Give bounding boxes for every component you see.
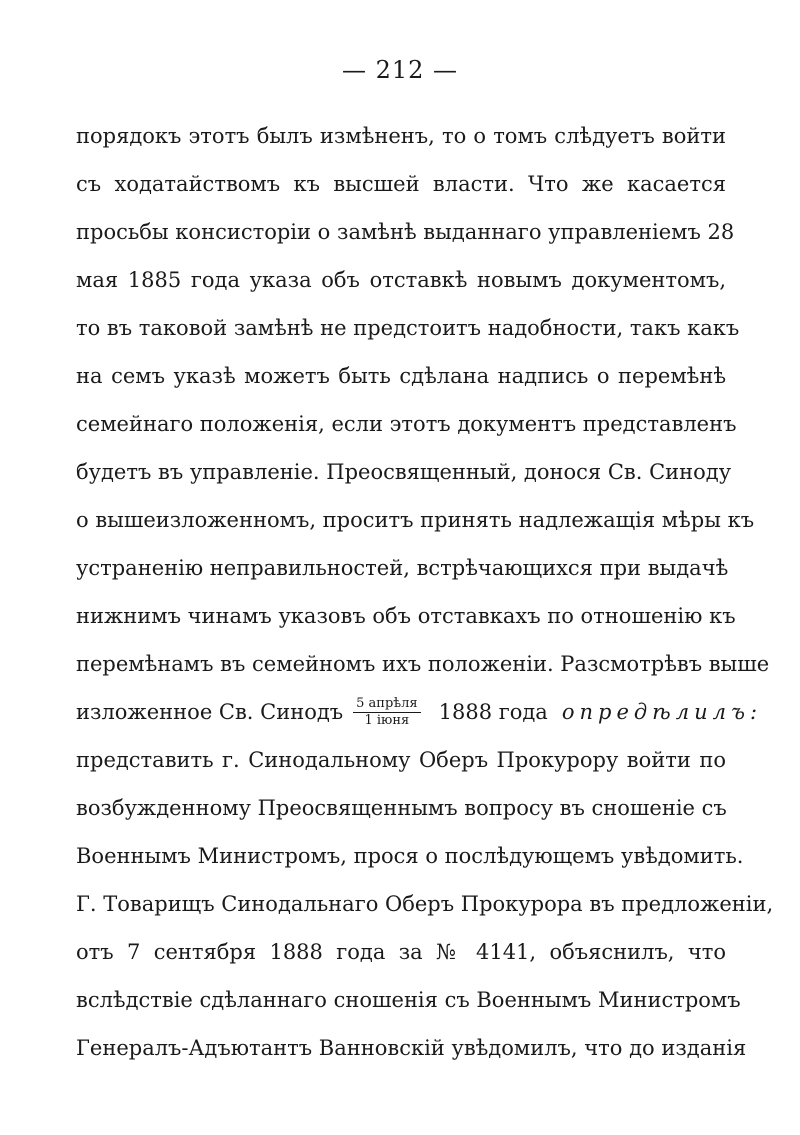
text-line: Военнымъ Министромъ, прося о послѣдующемъ увѣдомить. [76, 844, 744, 868]
text-line: о вышеизложенномъ, проситъ принять надлежащія мѣры къ [76, 508, 755, 532]
body-text [76, 112, 774, 1072]
text-line: съ ходатайствомъ къ высшей власти. Что же касается [76, 172, 726, 196]
text-line: перемѣнамъ въ семейномъ ихъ положеніи. Разсмотрѣвъ выше [76, 652, 770, 676]
text-line: Г. Товарищъ Синодальнаго Оберъ Прокурора въ предложеніи, [76, 892, 774, 916]
date-line [76, 688, 763, 736]
text-line: просьбы консисторіи о замѣнѣ выданнаго управленіемъ 28 [76, 220, 735, 244]
resolution-verb: опредѣлилъ: [561, 700, 763, 724]
text-line: отъ 7 сентября 1888 года за № 4141, объяснилъ, что [76, 940, 726, 964]
date-year: 1888 года [438, 700, 548, 724]
text-line: мая 1885 года указа объ отставкѣ новымъ документомъ, [76, 268, 726, 292]
page-number: — 212 — [341, 56, 459, 84]
date-line-lead: изложенное Св. Синодъ [76, 700, 344, 724]
text-line: Генералъ-Адъютантъ Ванновскій увѣдомилъ, что до изданія [76, 1036, 747, 1060]
date-fraction-top: 5 апрѣля [353, 697, 420, 713]
text-line: порядокъ этотъ былъ измѣненъ, то о томъ слѣдуетъ войти [76, 124, 726, 148]
text-line: будетъ въ управленіе. Преосвященный, донося Св. Синоду [76, 460, 732, 484]
text-line: вслѣдствіе сдѣланнаго сношенія съ Военнымъ Министромъ [76, 988, 741, 1012]
text-line: представить г. Синодальному Оберъ Прокурору войти по [76, 748, 726, 772]
text-line: возбужденному Преосвященнымъ вопросу въ сношеніе съ [76, 796, 727, 820]
text-line: устраненію неправильностей, встрѣчающихся при выдачѣ [76, 556, 729, 580]
date-fraction [353, 697, 420, 728]
text-line: нижнимъ чинамъ указовъ объ отставкахъ по отношенію къ [76, 604, 736, 628]
date-fraction-bottom: 1 іюня [364, 712, 410, 728]
text-line: семейнаго положенія, если этотъ документъ представленъ [76, 412, 737, 436]
text-line: на семъ указѣ можетъ быть сдѣлана надпись о перемѣнѣ [76, 364, 726, 388]
text-line: то въ таковой замѣнѣ не предстоитъ надобности, такъ какъ [76, 316, 740, 340]
